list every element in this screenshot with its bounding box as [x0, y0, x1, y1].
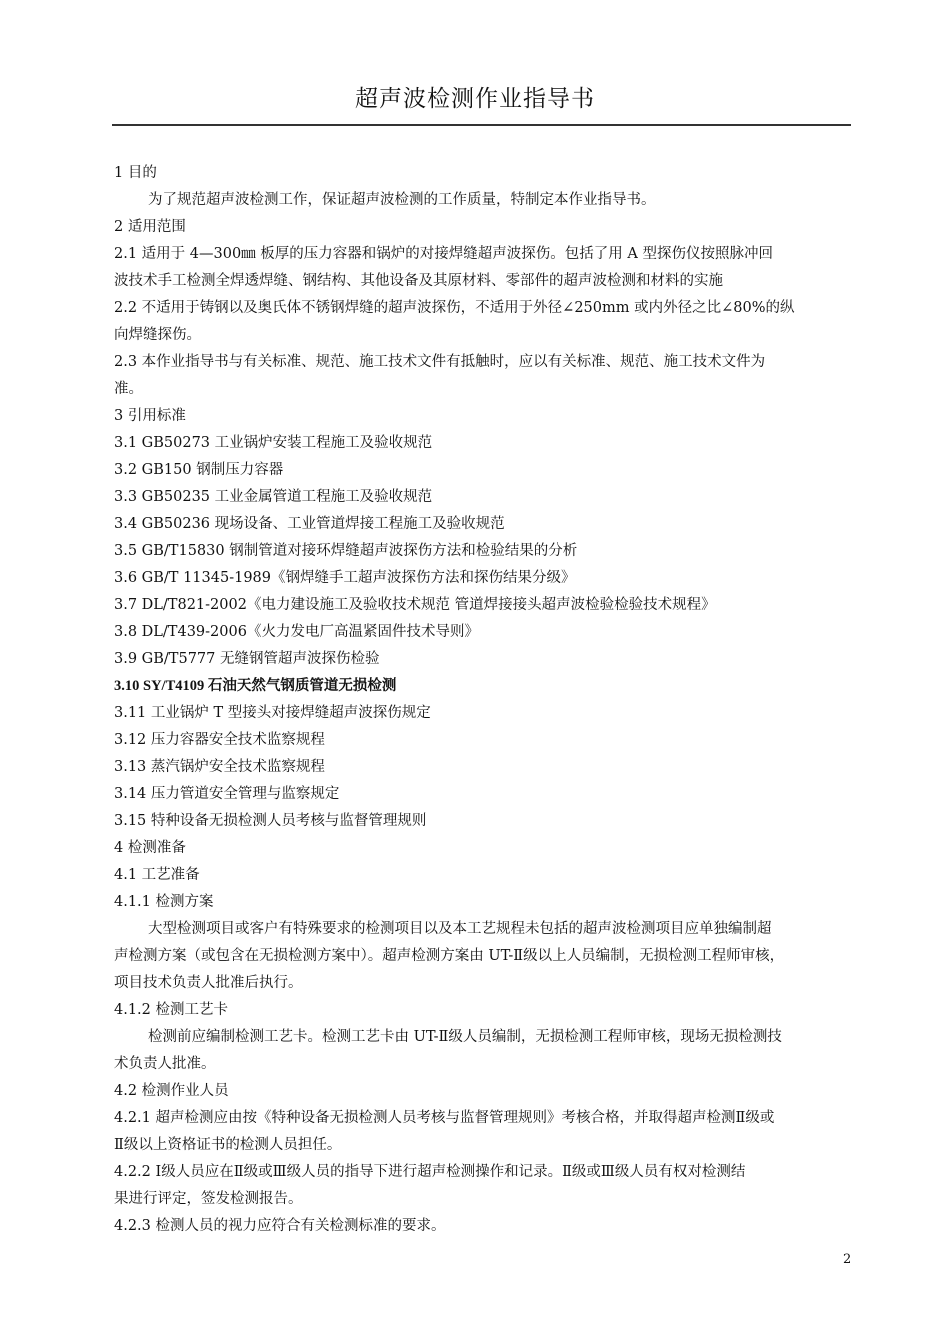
text-line: 4 检测准备 [114, 840, 186, 856]
text-line: 3.12 压力容器安全技术监察规程 [114, 732, 325, 748]
text-line: 3.4 GB50236 现场设备、工业管道焊接工程施工及验收规范 [114, 516, 505, 532]
text-line: 4.2 检测作业人员 [114, 1083, 229, 1099]
text-line: 4.2.1 超声检测应由按《特种设备无损检测人员考核与监督管理规则》考核合格，并取得超声检测Ⅱ级或 [114, 1110, 775, 1126]
text-line: 3.2 GB150 钢制压力容器 [114, 462, 284, 478]
text-line: 术负责人批准。 [114, 1056, 216, 1072]
text-line: 准。 [114, 381, 143, 397]
text-line: 2.1 适用于 4—300㎜ 板厚的压力容器和锅炉的对接焊缝超声波探伤。包括了用 A 型探伤仪按照脉冲回 [114, 246, 773, 262]
text-line: 大型检测项目或客户有特殊要求的检测项目以及本工艺规程未包括的超声波检测项目应单独编制超 [148, 921, 772, 937]
text-line: 1 目的 [114, 165, 157, 181]
text-line: 4.2.2 Ⅰ级人员应在Ⅱ级或Ⅲ级人员的指导下进行超声检测操作和记录。Ⅱ级或Ⅲ级人员有权对检测结 [114, 1164, 746, 1180]
text-line: 3.15 特种设备无损检测人员考核与监督管理规则 [114, 813, 427, 829]
text-line: 4.1.1 检测方案 [114, 894, 214, 910]
text-line: 2.3 本作业指导书与有关标准、规范、施工技术文件有抵触时，应以有关标准、规范、施工技术文件为 [114, 354, 766, 370]
text-line: 3.6 GB/T 11345-1989《钢焊缝手工超声波探伤方法和探伤结果分级》 [114, 570, 576, 586]
text-line: 2 适用范围 [114, 219, 186, 235]
title-divider [112, 124, 851, 126]
text-line: 4.1.2 检测工艺卡 [114, 1002, 229, 1018]
text-line: 2.2 不适用于铸钢以及奥氏体不锈钢焊缝的超声波探伤，不适用于外径∠250mm 或内外径之比∠80%的纵 [114, 300, 795, 316]
text-line: Ⅱ级以上资格证书的检测人员担任。 [114, 1137, 342, 1153]
text-line: 3.14 压力管道安全管理与监察规定 [114, 786, 340, 802]
text-line: 3.10 SY/T4109 石油天然气钢质管道无损检测 [114, 678, 397, 694]
text-line: 果进行评定，签发检测报告。 [114, 1191, 303, 1207]
text-line: 向焊缝探伤。 [114, 327, 201, 343]
text-line: 检测前应编制检测工艺卡。检测工艺卡由 UT-Ⅱ级人员编制，无损检测工程师审核，现场无损检测技 [148, 1029, 782, 1045]
text-line: 3.5 GB/T15830 钢制管道对接环焊缝超声波探伤方法和检验结果的分析 [114, 543, 578, 559]
document-title: 超声波检测作业指导书 [355, 86, 595, 112]
text-line: 3.7 DL/T821-2002《电力建设施工及验收技术规范 管道焊接接头超声波检验检验技术规程》 [114, 597, 716, 613]
page-number: 2 [843, 1252, 852, 1267]
text-line: 3.1 GB50273 工业锅炉安装工程施工及验收规范 [114, 435, 433, 451]
text-line: 3.11 工业锅炉 T 型接头对接焊缝超声波探伤规定 [114, 705, 431, 721]
document-body [114, 160, 874, 1240]
text-line: 声检测方案（或包含在无损检测方案中）。超声检测方案由 UT-Ⅱ级以上人员编制，无损检测工程师审核， [114, 948, 785, 964]
text-line: 4.2.3 检测人员的视力应符合有关检测标准的要求。 [114, 1218, 446, 1234]
text-line: 3.9 GB/T5777 无缝钢管超声波探伤检验 [114, 651, 380, 667]
text-line: 3 引用标准 [114, 408, 186, 424]
text-line: 项目技术负责人批准后执行。 [114, 975, 303, 991]
text-line: 3.3 GB50235 工业金属管道工程施工及验收规范 [114, 489, 433, 505]
text-line: 波技术手工检测全焊透焊缝、钢结构、其他设备及其原材料、零部件的超声波检测和材料的实施 [114, 273, 723, 289]
text-line: 3.13 蒸汽锅炉安全技术监察规程 [114, 759, 325, 775]
text-line: 4.1 工艺准备 [114, 867, 200, 883]
text-line: 为了规范超声波检测工作，保证超声波检测的工作质量，特制定本作业指导书。 [148, 192, 656, 208]
text-line: 3.8 DL/T439-2006《火力发电厂高温紧固件技术导则》 [114, 624, 479, 640]
